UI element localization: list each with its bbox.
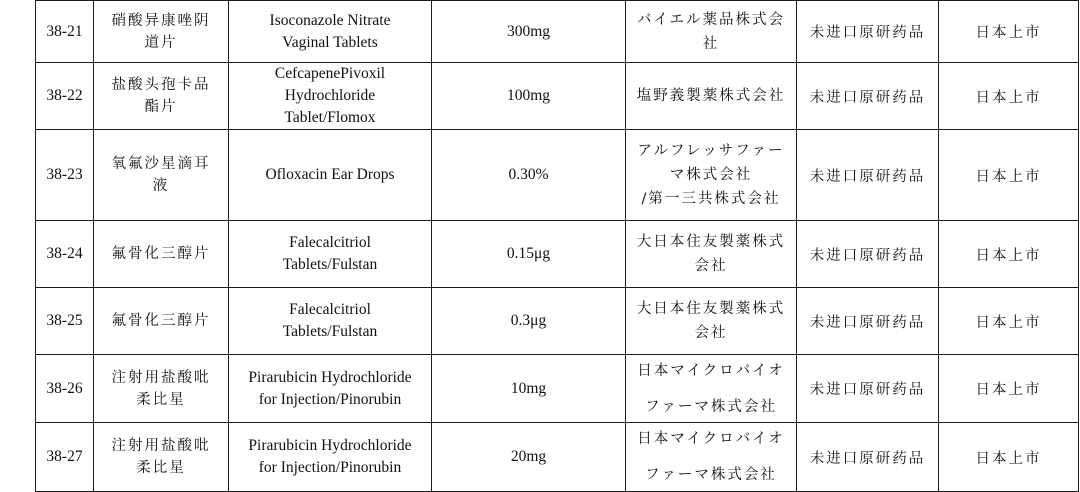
manufacturer-cell: 大日本住友製薬株式 会社 bbox=[626, 288, 797, 355]
drug-list-table bbox=[35, 0, 1079, 492]
english-name-cell: Falecalcitriol Tablets/Fulstan bbox=[229, 288, 432, 355]
serial-number-cell: 38-22 bbox=[36, 63, 94, 130]
manufacturer-cell: 日本マイクロバイオ ファーマ株式会社 bbox=[626, 423, 797, 492]
table-row bbox=[36, 221, 1079, 288]
chinese-name-cell: 氟骨化三醇片 bbox=[94, 288, 229, 355]
english-name-cell: Falecalcitriol Tablets/Fulstan bbox=[229, 221, 432, 288]
drug-type-cell: 未进口原研药品 bbox=[797, 288, 939, 355]
manufacturer-cell: 塩野義製薬株式会社 bbox=[626, 63, 797, 130]
chinese-name-cell: 氟骨化三醇片 bbox=[94, 221, 229, 288]
serial-number-cell: 38-23 bbox=[36, 130, 94, 221]
drug-type-cell: 未进口原研药品 bbox=[797, 423, 939, 492]
specification-cell: 10mg bbox=[432, 355, 626, 423]
serial-number-cell: 38-27 bbox=[36, 423, 94, 492]
table-row bbox=[36, 130, 1079, 221]
chinese-name-cell: 硝酸异康唑阴 道片 bbox=[94, 1, 229, 63]
manufacturer-cell: アルフレッサファー マ株式会社 /第一三共株式会社 bbox=[626, 130, 797, 221]
chinese-name-cell: 注射用盐酸吡 柔比星 bbox=[94, 423, 229, 492]
english-name-cell: Pirarubicin Hydrochloride for Injection/Pinorubin bbox=[229, 355, 432, 423]
market-status-cell: 日本上市 bbox=[939, 423, 1079, 492]
market-status-cell: 日本上市 bbox=[939, 355, 1079, 423]
manufacturer-cell: バイエル薬品株式会 社 bbox=[626, 1, 797, 63]
market-status-cell: 日本上市 bbox=[939, 288, 1079, 355]
serial-number-cell: 38-25 bbox=[36, 288, 94, 355]
manufacturer-cell: 日本マイクロバイオ ファーマ株式会社 bbox=[626, 355, 797, 423]
manufacturer-cell: 大日本住友製薬株式 会社 bbox=[626, 221, 797, 288]
serial-number-cell: 38-21 bbox=[36, 1, 94, 63]
table-row bbox=[36, 355, 1079, 423]
specification-cell: 300mg bbox=[432, 1, 626, 63]
table-row bbox=[36, 423, 1079, 492]
drug-type-cell: 未进口原研药品 bbox=[797, 355, 939, 423]
chinese-name-cell: 注射用盐酸吡 柔比星 bbox=[94, 355, 229, 423]
drug-type-cell: 未进口原研药品 bbox=[797, 63, 939, 130]
specification-cell: 20mg bbox=[432, 423, 626, 492]
chinese-name-cell: 盐酸头孢卡品 酯片 bbox=[94, 63, 229, 130]
english-name-cell: Ofloxacin Ear Drops bbox=[229, 130, 432, 221]
market-status-cell: 日本上市 bbox=[939, 1, 1079, 63]
english-name-cell: CefcapenePivoxil Hydrochloride Tablet/Flomox bbox=[229, 63, 432, 130]
specification-cell: 0.30% bbox=[432, 130, 626, 221]
specification-cell: 100mg bbox=[432, 63, 626, 130]
table-row bbox=[36, 288, 1079, 355]
market-status-cell: 日本上市 bbox=[939, 130, 1079, 221]
specification-cell: 0.15μg bbox=[432, 221, 626, 288]
chinese-name-cell: 氧氟沙星滴耳 液 bbox=[94, 130, 229, 221]
english-name-cell: Pirarubicin Hydrochloride for Injection/Pinorubin bbox=[229, 423, 432, 492]
market-status-cell: 日本上市 bbox=[939, 221, 1079, 288]
table-row bbox=[36, 1, 1079, 63]
drug-type-cell: 未进口原研药品 bbox=[797, 130, 939, 221]
table-row bbox=[36, 63, 1079, 130]
drug-type-cell: 未进口原研药品 bbox=[797, 1, 939, 63]
drug-type-cell: 未进口原研药品 bbox=[797, 221, 939, 288]
serial-number-cell: 38-26 bbox=[36, 355, 94, 423]
serial-number-cell: 38-24 bbox=[36, 221, 94, 288]
market-status-cell: 日本上市 bbox=[939, 63, 1079, 130]
english-name-cell: Isoconazole Nitrate Vaginal Tablets bbox=[229, 1, 432, 63]
specification-cell: 0.3μg bbox=[432, 288, 626, 355]
